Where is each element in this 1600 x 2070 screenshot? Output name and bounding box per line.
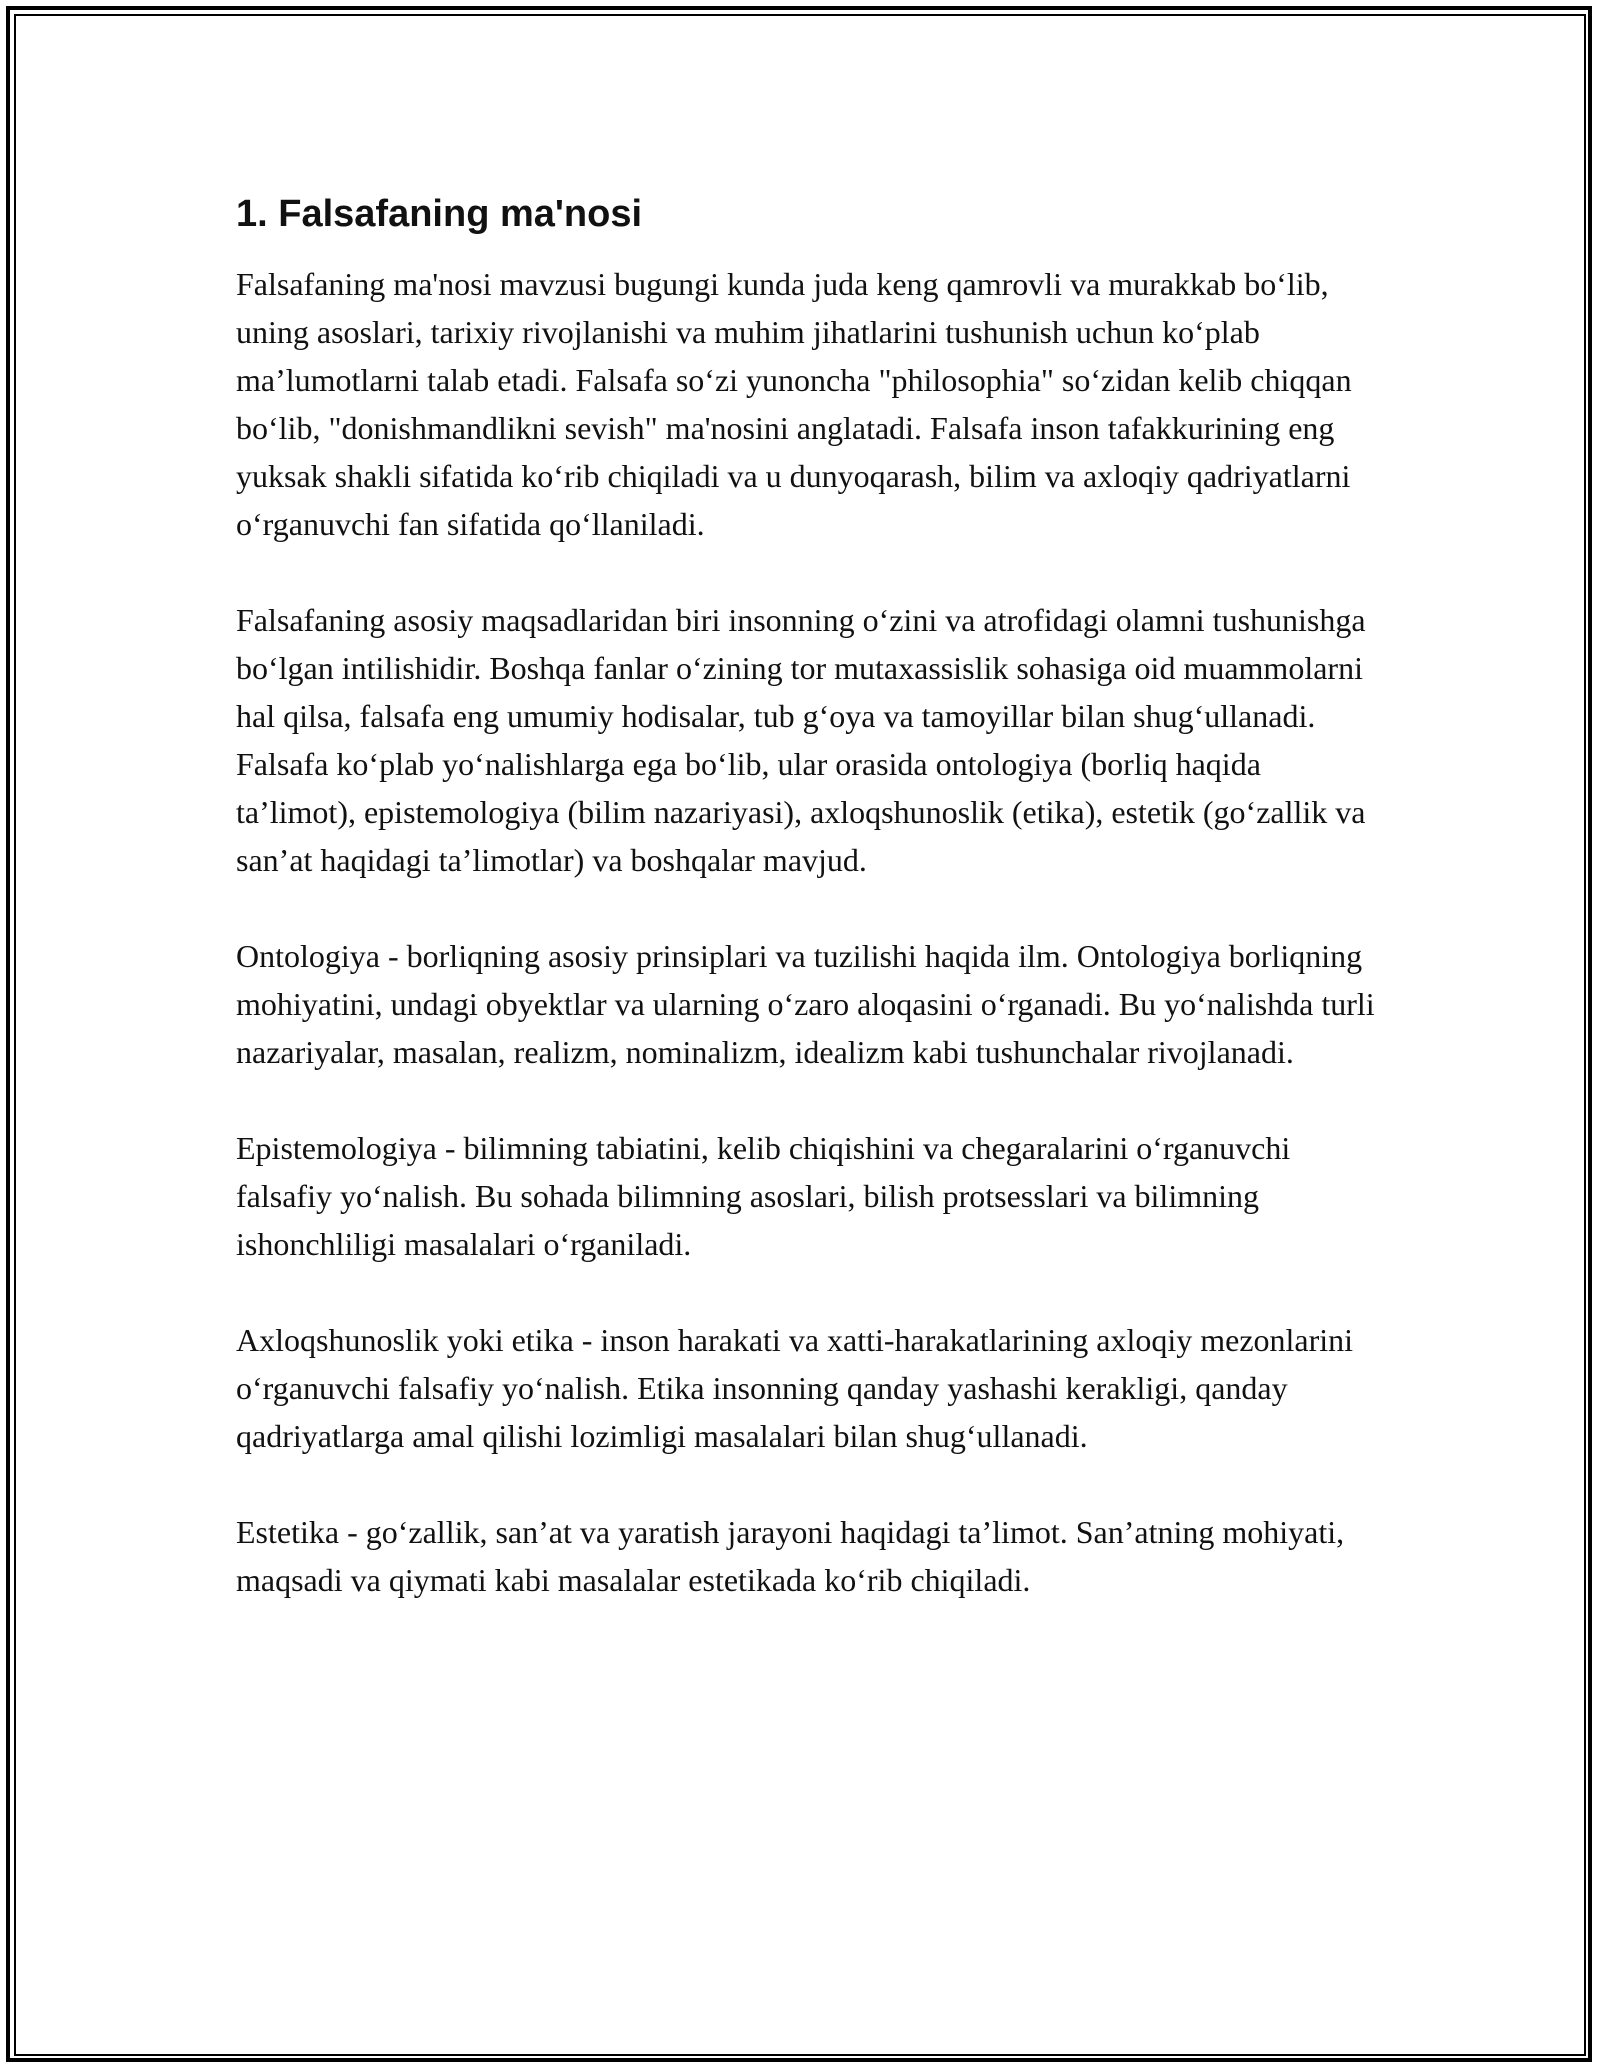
paragraph-etika: Axloqshunoslik yoki etika - inson harakati va xatti-harakatlarining axloqiy mezonlarini o‘rganuvchi falsafiy yo‘nalish. Etika insonning qanday yashashi kerakligi, qanday qadriyatlarga amal qilishi lozimligi masalalari bilan shug‘ullanadi. [236,1322,1354,1454]
paragraph-asosiy-maqsadlar: Falsafaning asosiy maqsadlaridan biri insonning o‘zini va atrofidagi olamni tushunishga bo‘lgan intilishidir. Boshqa fanlar o‘zining tor mutaxassislik sohasiga oid muammolarni hal qilsa, falsafa eng umumiy hodisalar, tub g‘oya va tamoyillar bilan shug‘ullanadi. Falsafa ko‘plab yo‘nalishlarga ega bo‘lib, ular orasida ontologiya (borliq haqida ta’limot), epistemologiya (bilim nazariyasi), axloqshunoslik (etika), estetik (go‘zallik va san’at haqidagi ta’limotlar) va boshqalar mavjud. [236,602,1366,878]
paragraph-ontologiya: Ontologiya - borliqning asosiy prinsiplari va tuzilishi haqida ilm. Ontologiya borliqning mohiyatini, undagi obyektlar va ularning o‘zaro aloqasini o‘rganadi. Bu yo‘nalishda turli nazariyalar, masalan, realizm, nominalizm, idealizm kabi tushunchalar rivojlanadi. [236,938,1375,1070]
document-body [236,190,1376,1652]
paragraph-estetika: Estetika - go‘zallik, san’at va yaratish jarayoni haqidagi ta’limot. San’atning mohiyati, maqsadi va qiymati kabi masalalar estetikada ko‘rib chiqiladi. [236,1514,1345,1598]
paragraph-epistemologiya: Epistemologiya - bilimning tabiatini, kelib chiqishini va chegaralarini o‘rganuvchi falsafiy yo‘nalish. Bu sohada bilimning asoslari, bilish protsesslari va bilimning ishonchliligi masalalari o‘rganiladi. [236,1130,1291,1262]
page-title: 1. Falsafaning ma'nosi [236,193,643,235]
paragraph-falsafa-manosi: Falsafaning ma'nosi mavzusi bugungi kunda juda keng qamrovli va murakkab bo‘lib, uning asoslari, tarixiy rivojlanishi va muhim jihatlarini tushunish uchun ko‘plab ma’lumotlarni talab etadi. Falsafa so‘zi yunoncha "philosophia" so‘zidan kelib chiqqan bo‘lib, "donishmandlikni sevish" ma'nosini anglatadi. Falsafa inson tafakkurining eng yuksak shakli sifatida ko‘rib chiqiladi va u dunyoqarash, bilim va axloqiy qadriyatlarni o‘rganuvchi fan sifatida qo‘llaniladi. [236,266,1352,542]
